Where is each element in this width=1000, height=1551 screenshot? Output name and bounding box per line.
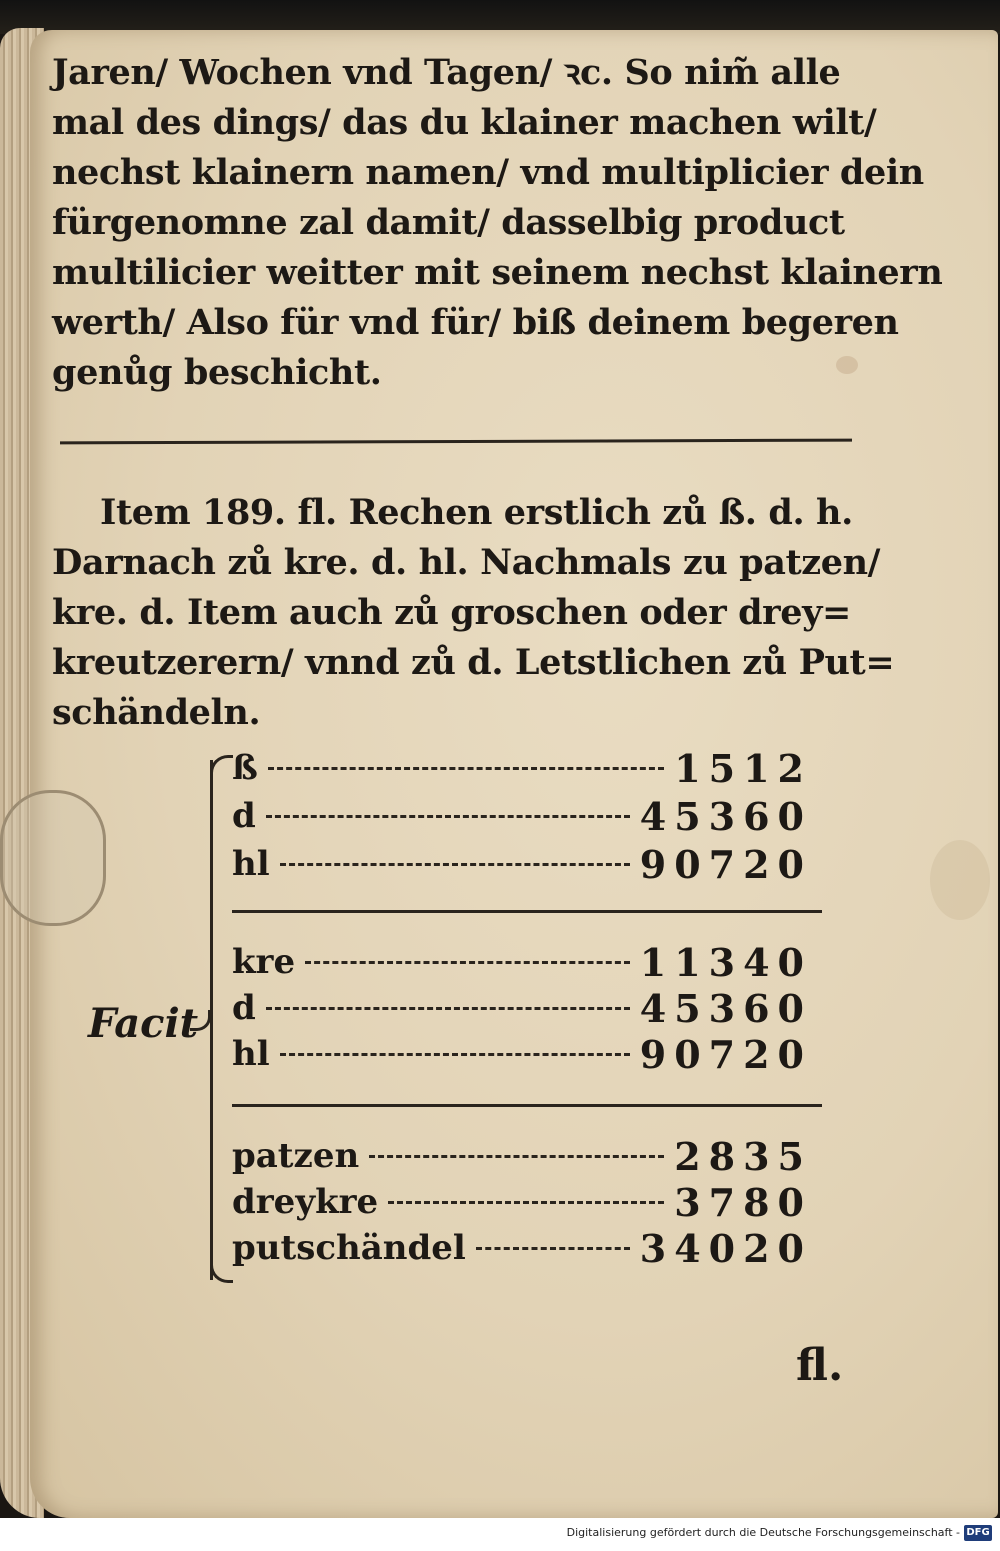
leader-line — [280, 1053, 630, 1056]
unit-value: 34020 — [639, 1225, 812, 1271]
conversion-row — [232, 1178, 812, 1226]
text-line: Item 189. fl. Rechen erstlich zů ß. d. h. — [100, 492, 853, 533]
page-clip — [0, 790, 106, 926]
conversion-row — [232, 984, 812, 1032]
conversion-row — [232, 1030, 812, 1078]
unit-label: putschändel — [232, 1228, 466, 1268]
text-line: multilicier weitter mit seinem nechst klainern — [52, 252, 943, 293]
unit-value: 90720 — [639, 1031, 812, 1077]
text-line: Jaren/ Wochen vnd Tagen/ ꝛc. So nim̃ alle — [52, 52, 841, 93]
text-line: fürgenomne zal damit/ dasselbig product — [52, 202, 845, 243]
conversion-row — [232, 744, 812, 792]
unit-label: ß — [232, 748, 258, 788]
footer-bar — [0, 1518, 1000, 1551]
text-line: kre. d. Item auch zů groschen oder drey= — [52, 592, 851, 633]
text-line: nechst klainern namen/ vnd multiplicier dein — [52, 152, 924, 193]
group-divider — [232, 1104, 822, 1107]
text-line: werth/ Also für vnd für/ biß deinem begeren — [52, 302, 899, 343]
leader-line — [369, 1155, 664, 1158]
paper-stain — [930, 840, 990, 920]
unit-label: hl — [232, 1034, 270, 1074]
unit-label: dreykre — [232, 1182, 379, 1222]
leader-line — [388, 1201, 664, 1204]
conversion-row — [232, 938, 812, 986]
facit-label: Facit — [88, 1000, 199, 1047]
dfg-logo: DFG — [964, 1525, 992, 1541]
text-line: Darnach zů kre. d. hl. Nachmals zu patzen/ — [52, 542, 881, 583]
leader-line — [476, 1247, 630, 1250]
unit-label: patzen — [232, 1136, 360, 1176]
leader-line — [268, 767, 664, 770]
text-line: schändeln. — [52, 692, 261, 733]
conversion-row — [232, 1132, 812, 1180]
conversion-row — [232, 1224, 812, 1272]
unit-value: 45360 — [639, 985, 812, 1031]
group-divider — [232, 910, 822, 913]
leader-line — [266, 1007, 630, 1010]
text-line: kreutzerern/ vnnd zů d. Letstlichen zů Put= — [52, 642, 895, 683]
unit-label: kre — [232, 942, 296, 982]
leader-line — [305, 961, 630, 964]
unit-value: 1512 — [674, 745, 812, 791]
unit-label: d — [232, 988, 256, 1028]
conversion-row — [232, 840, 812, 888]
unit-value: 2835 — [674, 1133, 812, 1179]
conversion-row — [232, 792, 812, 840]
catchword: fl. — [796, 1340, 844, 1391]
text-line: genůg beschicht. — [52, 352, 382, 393]
top-background-strip — [0, 0, 1000, 34]
unit-value: 90720 — [639, 841, 812, 887]
unit-value: 3780 — [674, 1179, 812, 1225]
leader-line — [280, 863, 630, 866]
leader-line — [266, 815, 630, 818]
unit-label: hl — [232, 844, 270, 884]
unit-value: 45360 — [639, 793, 812, 839]
unit-value: 11340 — [639, 939, 812, 985]
text-line: mal des dings/ das du klainer machen wilt/ — [52, 102, 877, 143]
footer-credit: Digitalisierung gefördert durch die Deutsche Forschungsgemeinschaft - — [566, 1526, 960, 1539]
unit-label: d — [232, 796, 256, 836]
